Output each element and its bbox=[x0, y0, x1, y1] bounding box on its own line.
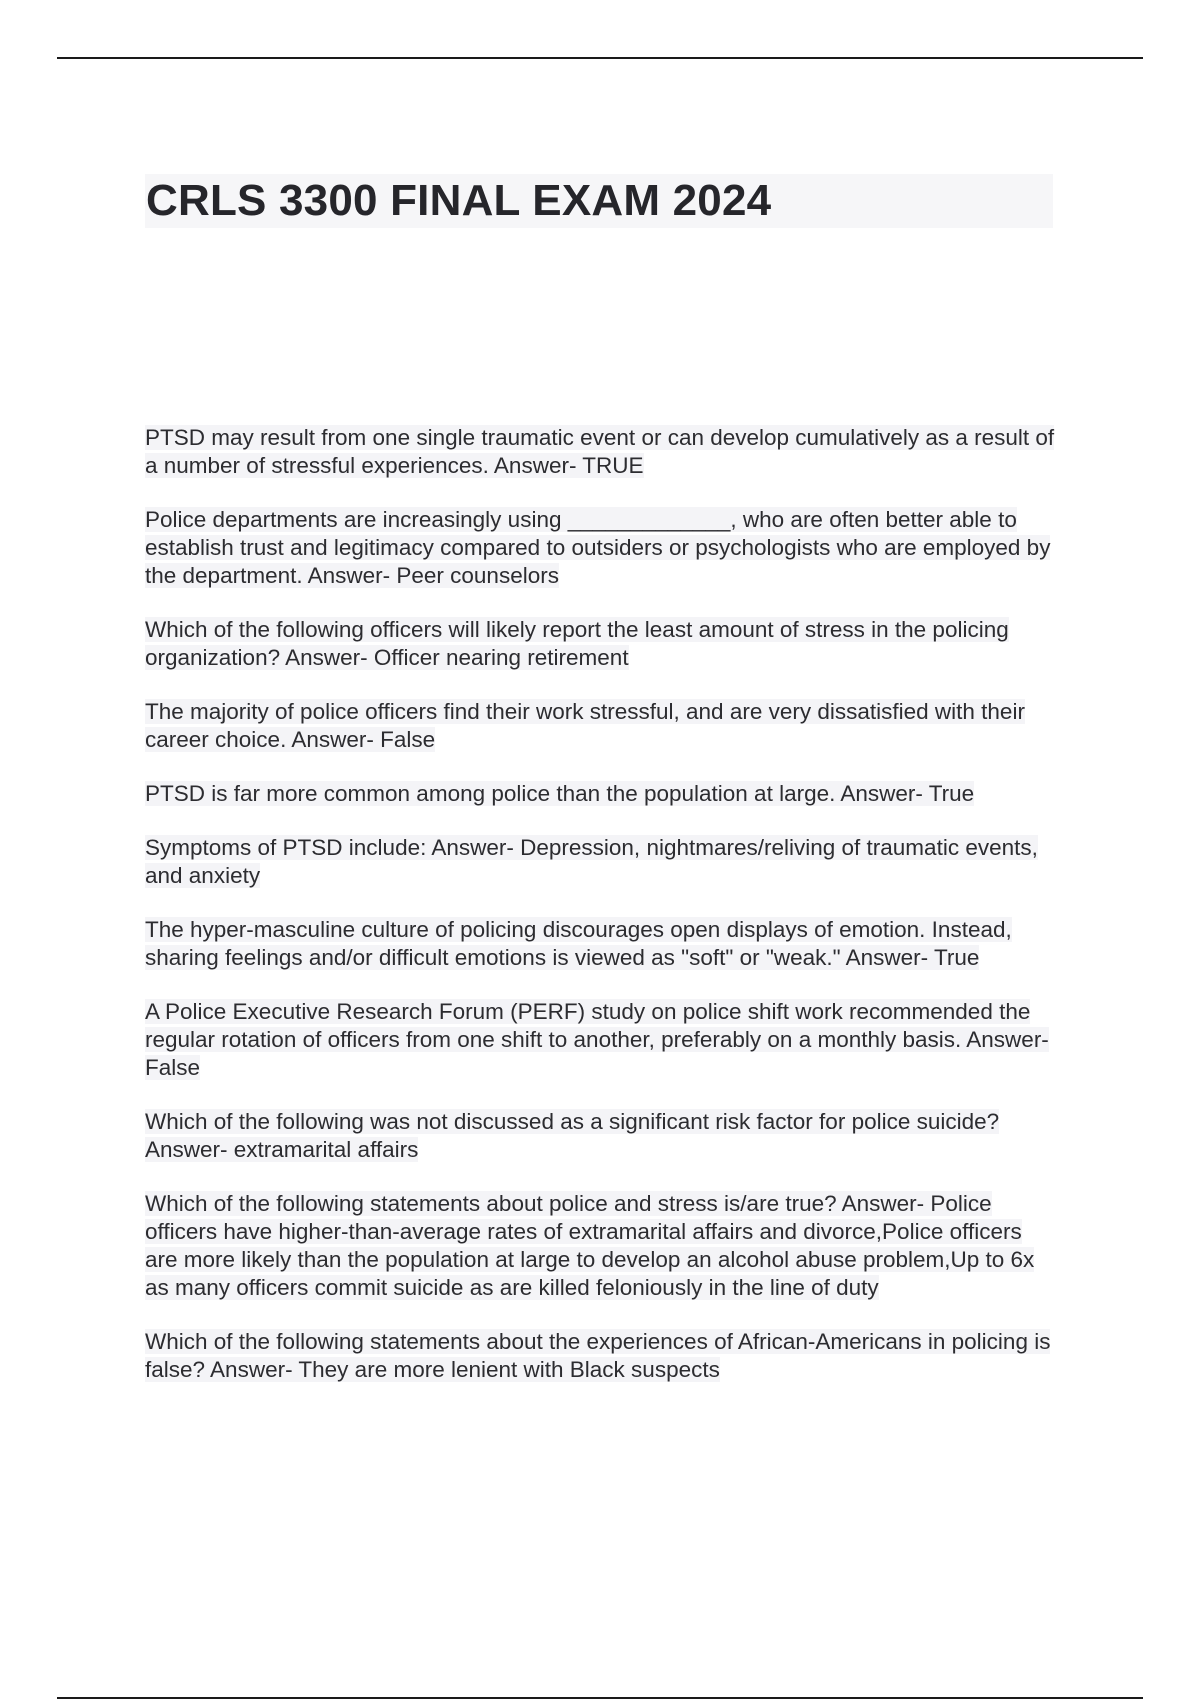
question-text: The hyper-masculine culture of policing discourages open displays of emotion. Instead, sharing feelings and/or difficult emotions is viewed as "soft" or "weak." Answer- True bbox=[145, 917, 1012, 970]
question-item bbox=[145, 780, 1060, 808]
question-item bbox=[145, 998, 1060, 1082]
bottom-rule bbox=[57, 1697, 1143, 1699]
page-title: CRLS 3300 FINAL EXAM 2024 bbox=[146, 176, 772, 225]
top-rule bbox=[57, 57, 1143, 59]
question-text: The majority of police officers find their work stressful, and are very dissatisfied with their career choice. Answer- False bbox=[145, 699, 1025, 752]
question-list bbox=[145, 424, 1060, 1410]
question-text: Which of the following was not discussed as a significant risk factor for police suicide? Answer- extramarital affairs bbox=[145, 1109, 1000, 1162]
question-item bbox=[145, 424, 1060, 480]
question-item bbox=[145, 916, 1060, 972]
question-item bbox=[145, 1108, 1060, 1164]
question-text: Which of the following statements about police and stress is/are true? Answer- Police officers have higher-than-average rates of extramarital affairs and divorce,Police officers are more likely than the population at large to develop an alcohol abuse problem,Up to 6x as many officers commit suicide as are killed feloniously in the line of duty bbox=[145, 1191, 1035, 1300]
question-text: Police departments are increasingly using _____________, who are often better able to establish trust and legitimacy compared to outsiders or psychologists who are employed by the department. Answer- Peer counselors bbox=[145, 507, 1051, 588]
question-item bbox=[145, 506, 1060, 590]
question-text: Which of the following statements about the experiences of African-Americans in policing is false? Answer- They are more lenient with Black suspects bbox=[145, 1329, 1051, 1382]
question-item bbox=[145, 1190, 1060, 1302]
question-item bbox=[145, 834, 1060, 890]
question-text: PTSD is far more common among police than the population at large. Answer- True bbox=[145, 781, 975, 806]
question-item bbox=[145, 1328, 1060, 1384]
question-item bbox=[145, 698, 1060, 754]
question-text: Symptoms of PTSD include: Answer- Depression, nightmares/reliving of traumatic events, and anxiety bbox=[145, 835, 1038, 888]
question-item bbox=[145, 616, 1060, 672]
question-text: Which of the following officers will likely report the least amount of stress in the policing organization? Answer- Officer nearing retirement bbox=[145, 617, 1009, 670]
title-block bbox=[145, 174, 1053, 228]
question-text: A Police Executive Research Forum (PERF) study on police shift work recommended the regular rotation of officers from one shift to another, preferably on a monthly basis. Answer- False bbox=[145, 999, 1049, 1080]
question-text: PTSD may result from one single traumatic event or can develop cumulatively as a result of a number of stressful experiences. Answer- TRUE bbox=[145, 425, 1055, 478]
